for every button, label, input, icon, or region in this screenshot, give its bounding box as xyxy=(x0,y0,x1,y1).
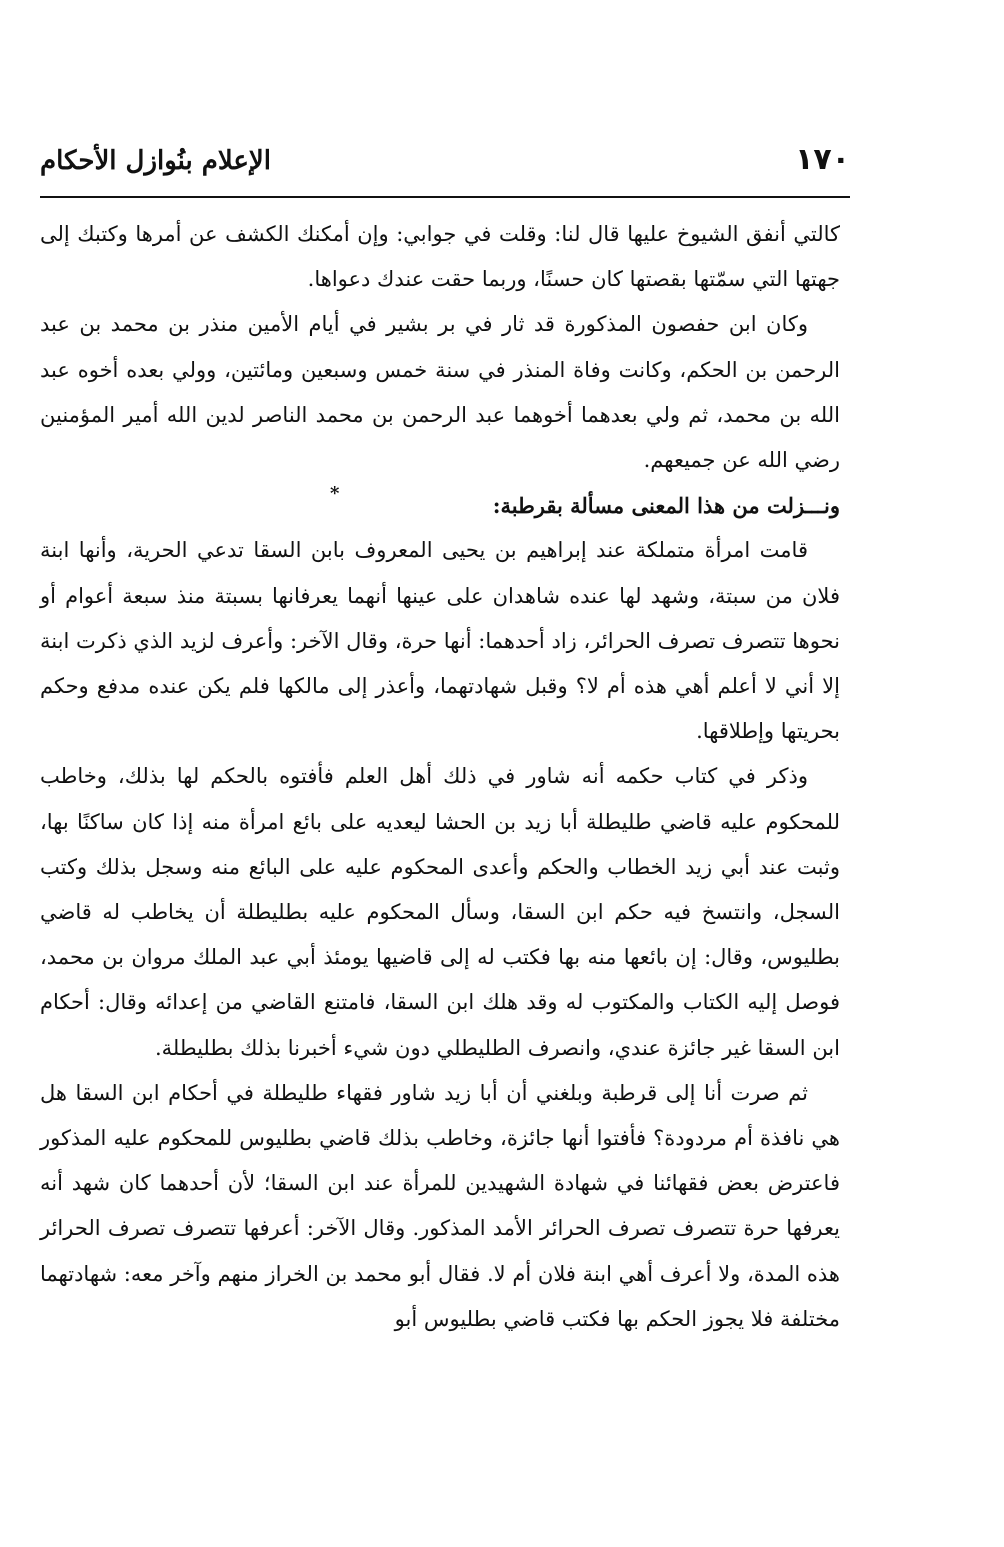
section-heading: ونـــزلت من هذا المعنى مسألة بقرطبة: xyxy=(492,493,840,519)
paragraph: كالتي أنفق الشيوخ عليها قال لنا: وقلت في جوابي: وإن أمكنك الكشف عن أمرها وكتبك إلى جهتها التي سمّتها بقصتها كان حسنًا، وربما حقت عندك دعواها. xyxy=(40,222,840,292)
paragraph: قامت امرأة متملكة عند إبراهيم بن يحيى المعروف بابن السقا تدعي الحرية، وأنها ابنة فلان من سبتة، وشهد لها عنده شاهدان على عينها أنهما يعرفانها بسبتة منذ سبعة أعوام أو نحوها تتصرف تصرف الحرائر، زاد أحدهما: أنها حرة، وقال الآخر: وأعرف لزيد الذي ذكرت ابنة إلا أني لا أعلم أهي هذه أم لا؟ وقبل شهادتهما، وأعذر إلى مالكها فلم يكن عنده مدفع وحكم بحريتها وإطلاقها. xyxy=(40,538,840,744)
paragraph: وكان ابن حفصون المذكورة قد ثار في بر بشير في أيام الأمين منذر بن محمد بن عبد الرحمن بن الحكم، وكانت وفاة المنذر في سنة خمس وسبعين ومائتين، وولي بعده أخوه عبد الله بن محمد، ثم ولي بعدهما أخوهما عبد الرحمن بن محمد الناصر لدين الله أمير المؤمنين رضي الله عن جميعهم. xyxy=(40,312,840,473)
page-number: ١٧٠ xyxy=(795,142,850,177)
paragraph: وذكر في كتاب حكمه أنه شاور في ذلك أهل العلم فأفتوه بالحكم لها بذلك، وخاطب للمحكوم عليه قاضي طليطلة أبا زيد بن الحشا ليعديه على بائع امرأة منه إذا كان ساكنًا بها، وثبت عند أبي زيد الخطاب والحكم وأعدى المحكوم عليه على البائع منه وسجل بذلك وكتب السجل، وانتسخ فيه حكم ابن السقا، وسأل المحكوم عليه بطليطلة أن يخاطب له قاضي بطليوس، وقال: إن بائعها منه بها فكتب له إلى قاضيها يومئذ أبي عبد الملك مروان بن محمد، فوصل إليه الكتاب والمكتوب له وقد هلك ابن السقا، فامتنع القاضي من إعدائه وقال: أحكام ابن السقا غير جائزة عندي، وانصرف الطليطلي دون شيء أخبرنا بذلك بطليطلة. xyxy=(40,764,840,1060)
footnote-mark: * xyxy=(330,483,340,504)
header-divider xyxy=(40,196,850,198)
paragraph: ثم صرت أنا إلى قرطبة وبلغني أن أبا زيد شاور فقهاء طليطلة في أحكام ابن السقا هل هي نافذة أم مردودة؟ فأفتوا أنها جائزة، وخاطب بذلك قاضي بطليوس للمحكوم عليه المذكور فاعترض بعض فقهائنا في شهادة الشهيدين للمرأة عند ابن السقا؛ لأن أحدهما كان شهد أنه يعرفها حرة تتصرف تصرف الحرائر الأمد المذكور. وقال الآخر: أعرفها تتصرف تصرف الحرائر هذه المدة، ولا أعرف أهي ابنة فلان أم لا. فقال أبو محمد بن الخراز منهم وآخر معه: شهادتهما مختلفة فلا يجوز الحكم بها فكتب قاضي بطليوس أبو xyxy=(40,1080,840,1331)
book-title: الإعلام بنُوازل الأحكام xyxy=(40,146,271,176)
running-header xyxy=(40,140,850,190)
body-text xyxy=(40,212,840,1342)
